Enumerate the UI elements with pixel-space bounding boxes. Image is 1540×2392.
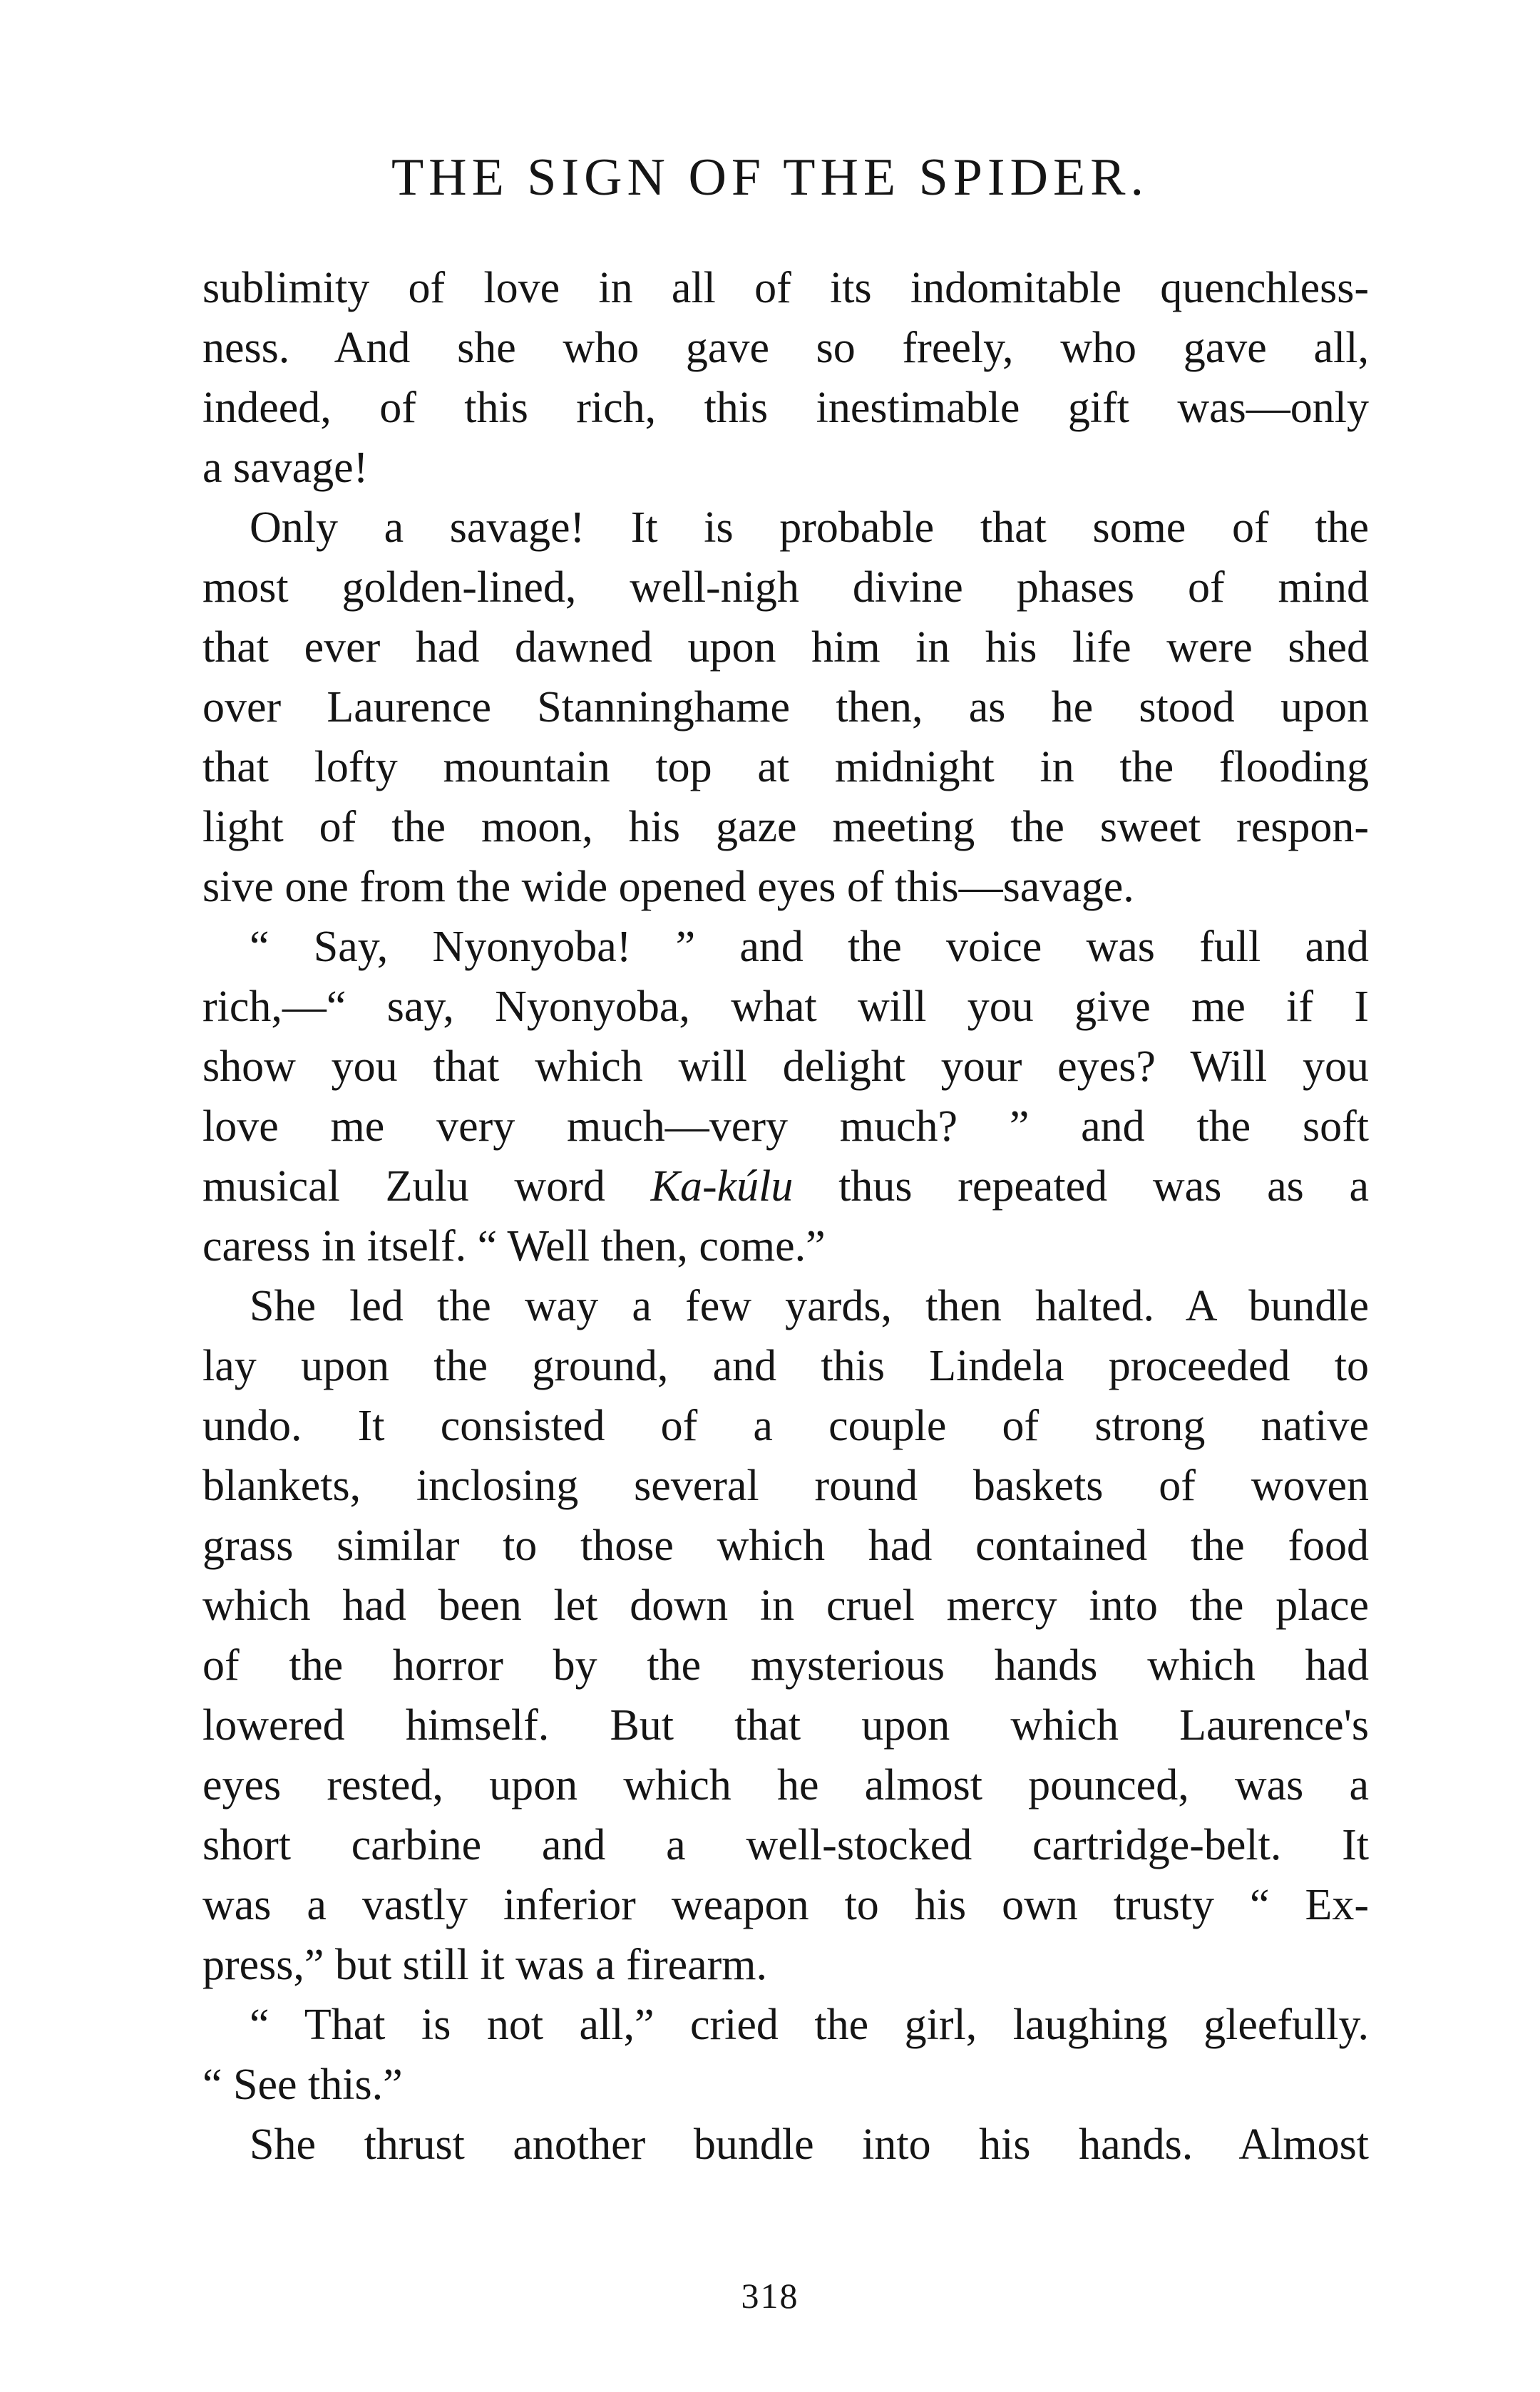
text-line: a savage! — [202, 443, 369, 492]
text-line: lay upon the ground, and this Lindela proceeded to — [202, 1342, 1369, 1390]
text-segment: thus repeated was as a — [838, 1162, 1369, 1211]
italic-zulu-word: Ka-kúlu — [650, 1162, 794, 1211]
text-line: blankets, inclosing several round baskets of woven — [202, 1462, 1369, 1510]
paragraph-first-line: “ That is not all,” cried the girl, laughing gleefully. — [250, 2001, 1369, 2049]
body-text — [202, 258, 1369, 2175]
text-line: was a vastly inferior weapon to his own trusty “ Ex- — [202, 1881, 1369, 1929]
paragraph-first-line: She thrust another bundle into his hands. Almost — [250, 2120, 1369, 2169]
text-line: press,” but still it was a firearm. — [202, 1941, 768, 1989]
text-segment: musical Zulu word — [202, 1162, 605, 1211]
text-line: most golden-lined, well-nigh divine phases of mind — [202, 563, 1369, 612]
text-line: rich,—“ say, Nyonyoba, what will you give me if I — [202, 982, 1369, 1031]
text-line: ness. And she who gave so freely, who gave all, — [202, 324, 1369, 372]
text-line: undo. It consisted of a couple of strong native — [202, 1402, 1369, 1450]
text-line: that ever had dawned upon him in his life were shed — [202, 623, 1369, 672]
text-line: lowered himself. But that upon which Laurence's — [202, 1701, 1369, 1750]
text-line: caress in itself. “ Well then, come.” — [202, 1222, 826, 1271]
text-line-with-italic — [202, 1156, 1369, 1216]
text-line: sive one from the wide opened eyes of this—savage. — [202, 863, 1134, 911]
text-line: love me very much—very much? ” and the soft — [202, 1102, 1369, 1151]
text-line: grass similar to those which had contained the food — [202, 1521, 1369, 1570]
text-line: short carbine and a well-stocked cartridge-belt. It — [202, 1821, 1369, 1869]
text-line: which had been let down in cruel mercy into the place — [202, 1581, 1369, 1630]
text-line: indeed, of this rich, this inestimable gift was—only — [202, 384, 1369, 432]
paragraph-first-line: She led the way a few yards, then halted. A bundle — [250, 1282, 1369, 1330]
text-line: light of the moon, his gaze meeting the sweet respon- — [202, 803, 1369, 851]
page-number: 318 — [741, 2276, 799, 2316]
paragraph-first-line: “ Say, Nyonyoba! ” and the voice was full and — [250, 923, 1369, 971]
text-line: over Laurence Stanninghame then, as he stood upon — [202, 683, 1369, 732]
text-line: “ See this.” — [202, 2060, 403, 2109]
text-line: show you that which will delight your eyes? Will you — [202, 1042, 1369, 1091]
text-line: eyes rested, upon which he almost pounced, was a — [202, 1761, 1369, 1810]
text-line: of the horror by the mysterious hands which had — [202, 1641, 1369, 1690]
text-line: sublimity of love in all of its indomitable quenchless- — [202, 264, 1369, 312]
running-head: THE SIGN OF THE SPIDER. — [391, 148, 1149, 207]
text-line: that lofty mountain top at midnight in the flooding — [202, 743, 1369, 791]
paragraph-first-line: Only a savage! It is probable that some of the — [250, 503, 1369, 552]
